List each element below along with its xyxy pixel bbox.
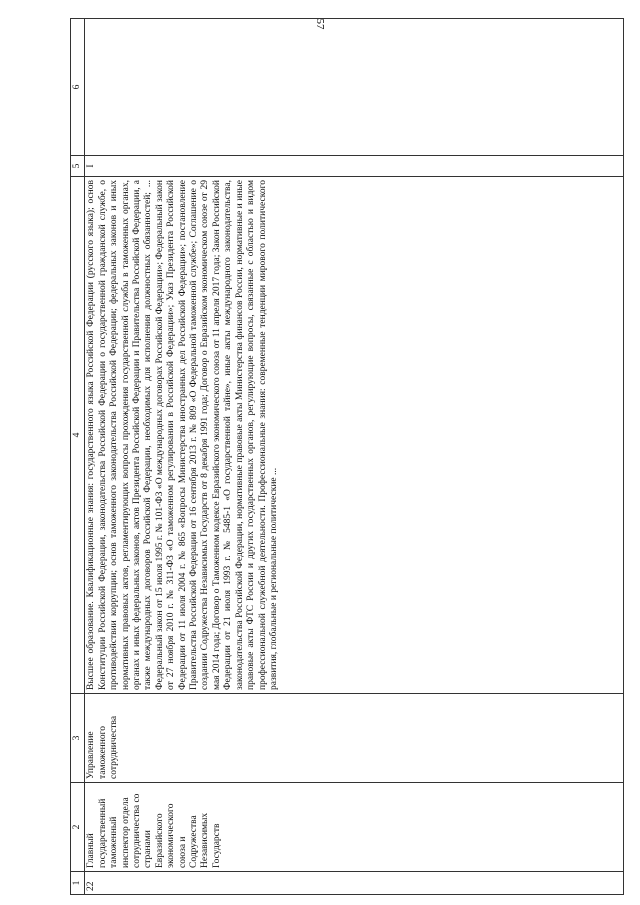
- column-header: 4: [71, 177, 85, 694]
- column-number-row: [71, 19, 85, 895]
- rotated-table-sheet: [70, 29, 625, 895]
- column-header: 5: [71, 156, 85, 177]
- column-5-value: I: [85, 156, 624, 177]
- column-6-value: [85, 19, 624, 156]
- department-name: Управление таможенного сотрудничества: [85, 694, 624, 783]
- column-header: 6: [71, 19, 85, 156]
- row-number: 22: [85, 872, 624, 895]
- column-header: 3: [71, 694, 85, 783]
- requirements-table: [70, 18, 624, 895]
- column-header: 2: [71, 783, 85, 872]
- page-number: 57: [314, 18, 326, 30]
- table-row: [85, 19, 624, 895]
- qualification-requirements: Высшее образование. Квалификационные знания: государственного языка Российской Федерации (русского языка); основ Конституции Российской Федерации, законодательства Российской Федерации о государственной гражданской службе, о противодействии коррупции; основ таможенного законодательства Российской Федерации; федеральных законов и иных нормативных правовых актов, регламентирующих вопросы прохождения государственной службы в таможенных органах, органах и иных федеральных законов, актов Президента Российской Федерации и Правительства Российской Федерации, а также международных договоров Российской Федерации, необходимых для исполнения должностных обязанностей; ... Федеральный закон от 15 июля 1995 г. № 101-ФЗ «О международных договорах Российской Федерации»; Федеральный закон от 27 ноября 2010 г. № 311-ФЗ «О таможенном регулировании в Российской Федерации»; Указ Президента Российской Федерации от 11 июля 2004 г. № 865 «Вопросы Министерства иностранных дел Российской Федерации»; постановление Правительства Российской Федерации от 16 сентября 2013 г. № 809 «О Федеральной таможенной службе»; Соглашение о создании Содружества Независимых Государств от 8 декабря 1991 года; Договор о Евразийском экономическом союзе от 29 мая 2014 года; Договор о Таможенном кодексе Евразийского экономического союза от 11 апреля 2017 года; Закон Российской Федерации от 21 июля 1993 г. № 5485-1 «О государственной тайне», иные акты международного законодательства, законодательства Российской Федерации, нормативные правовые акты Министерства финансов России, нормативные и иные правовые акты ФТС России и других государственных органов, регулирующие вопросы, связанные с областью и видом профессиональной служебной деятельности. Профессиональные знания: современные тенденции мирового политического развития, глобальные и региональные политические ...: [85, 177, 624, 694]
- position-title: Главный государственный таможенный инспектор отдела сотрудничества со странами Евразийского экономического союза и Содружества Независимых Государств: [85, 783, 624, 872]
- column-header: 1: [71, 872, 85, 895]
